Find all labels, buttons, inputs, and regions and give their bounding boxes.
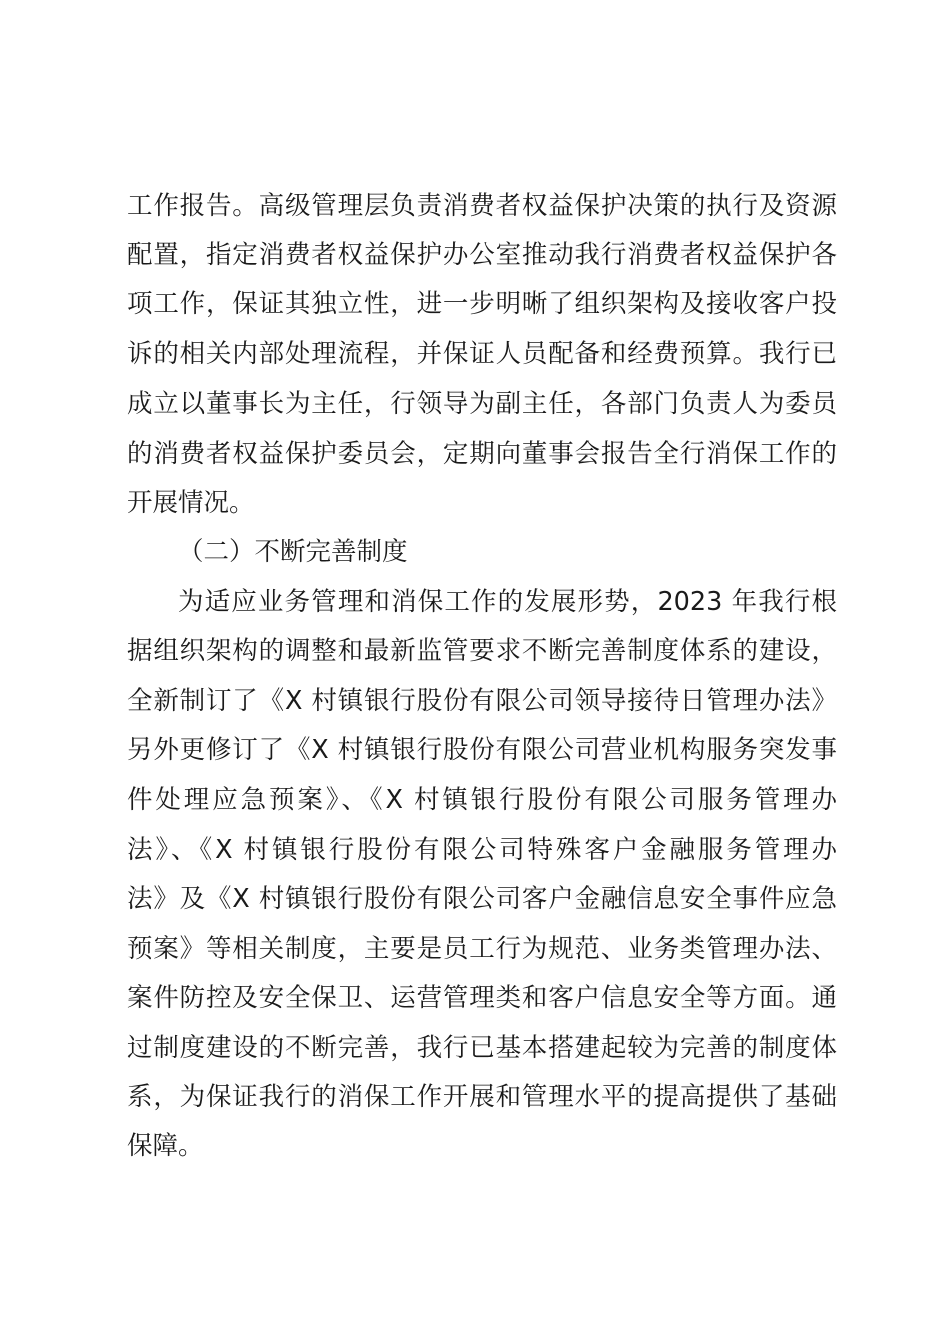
paragraph2-line-10: 过制度建设的不断完善，我行已基本搭建起较为完善的制度体 [127,1033,837,1063]
paragraph1-line-3: 项工作，保证其独立性，进一步明晰了组织架构及接收客户投 [127,289,837,319]
paragraph1-line-2: 配置，指定消费者权益保护办公室推动我行消费者权益保护各 [127,240,837,270]
paragraph2-line-12: 保障。 [127,1131,204,1161]
paragraph1-line-5: 成立以董事长为主任，行领导为副主任，各部门负责人为委员 [127,389,837,419]
paragraph2-line-1: 为适应业务管理和消保工作的发展形势，2023 年我行根 [178,587,837,617]
paragraph2-line-5: 件处理应急预案》、《X 村镇银行股份有限公司服务管理办 [127,785,837,815]
section-heading: （二）不断完善制度 [178,537,408,567]
paragraph2-line-8: 预案》等相关制度，主要是员工行为规范、业务类管理办法、 [127,934,837,964]
paragraph2-line-9: 案件防控及安全保卫、运营管理类和客户信息安全等方面。通 [127,983,837,1013]
paragraph1-line-4: 诉的相关内部处理流程，并保证人员配备和经费预算。我行已 [127,339,837,369]
paragraph2-line-4: 另外更修订了《X 村镇银行股份有限公司营业机构服务突发事 [127,735,837,765]
paragraph2-line-6: 法》、《X 村镇银行股份有限公司特殊客户金融服务管理办 [127,835,837,865]
paragraph2-line-11: 系，为保证我行的消保工作开展和管理水平的提高提供了基础 [127,1082,837,1112]
paragraph2-line-7: 法》及《X 村镇银行股份有限公司客户金融信息安全事件应急 [127,884,837,914]
paragraph1-line-6: 的消费者权益保护委员会，定期向董事会报告全行消保工作的 [127,439,837,469]
paragraph2-line-3: 全新制订了《X 村镇银行股份有限公司领导接待日管理办法》 [127,686,837,716]
paragraph2-line-2: 据组织架构的调整和最新监管要求不断完善制度体系的建设， [127,636,837,666]
paragraph1-line-1: 工作报告。高级管理层负责消费者权益保护决策的执行及资源 [127,191,837,221]
paragraph1-line-7: 开展情况。 [127,488,255,518]
